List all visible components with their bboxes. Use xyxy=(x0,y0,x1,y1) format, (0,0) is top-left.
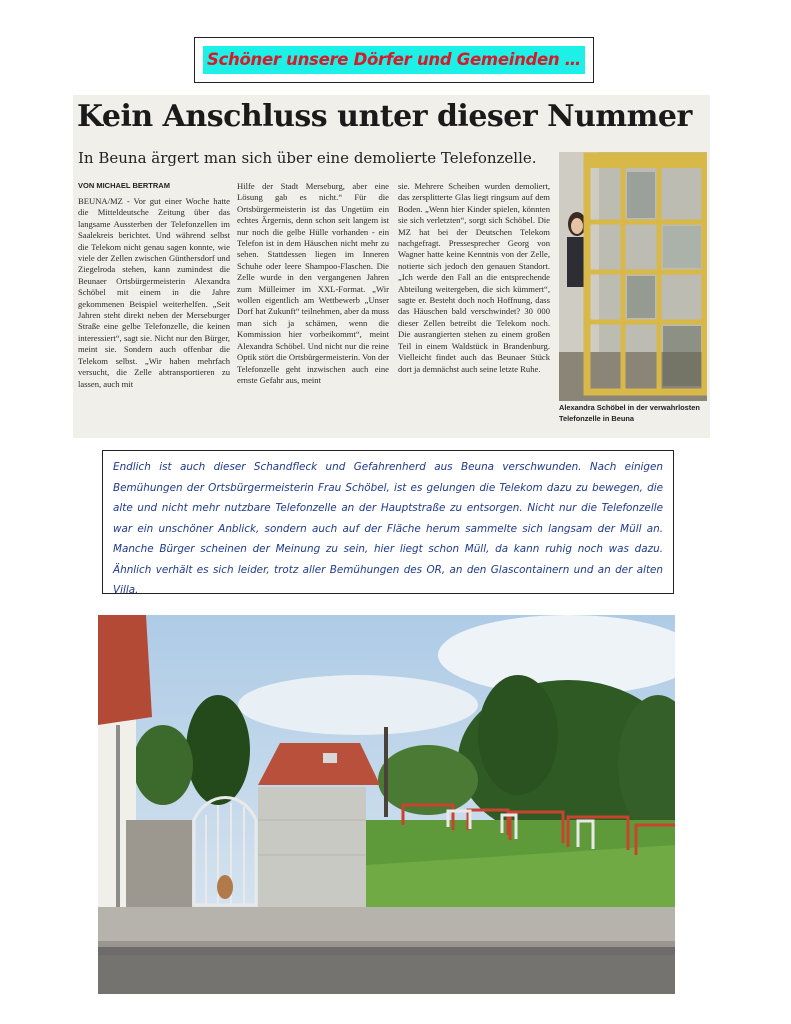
article-column-3: sie. Mehrere Scheiben wurden demoliert, das zersplitterte Glas liegt ringsum auf dem Boden. „Wenn hier Kinder spielen, könnten sie sich verletzten“, sorgt sich Schöbel. Die MZ hat bei der Deutschen Telekom nachgefragt. Pressesprecher Georg von Wagner hatte keine Kenntnis von der Zelle, notierte sich jedoch den genauen Standort. „Ich werde den Fall an die entsprechende Abteilung weitergeben, die sich kümmert“, sagte er. Besteht doch noch Hoffnung, dass das Häuschen bald verschwindet? 30 000 dieser Zellen betreibt die Telekom noch. Die ausrangierten stehen zu einem großen Teil in einem Waldstück in Brandenburg. Vielleicht findet auch das Beunaer Stück dort ja demnächst auch seine letzte Ruhe. xyxy=(398,181,550,374)
page-title-box xyxy=(194,37,594,83)
article-subheadline: In Beuna ärgert man sich über eine demolierte Telefonzelle. xyxy=(78,149,537,167)
article-column-1: BEUNA/MZ - Vor gut einer Woche hatte die Mitteldeutsche Zeitung über das langsame Aussterben der Telefonzellen im Saalekreis berichtet. Und während selbst die Telekom nicht genau sagen konnte, wie viele der Zellen zwischen Günthersdorf und Ziegelroda stehen, kann zumindest die Beunaer Ortsbürgermeisterin Alexandra Schöbel mit einem in die Jahre gekommenen Beispiel weiterhelfen. „Seit Jahren steht direkt neben der Merseburger Straße eine gelbe Telefonzelle, die keinen interessiert“, sagt sie. Nicht nur den Bürger, meint sie. Sondern auch offenbar die Telekom selbst. „Wir haben mehrfach versucht, die Zelle abtransportieren zu lassen, auch mit xyxy=(78,196,230,389)
street-photo xyxy=(98,615,675,994)
page-title: Schöner unsere Dörfer und Gemeinden … xyxy=(206,50,582,69)
article-byline: VON MICHAEL BERTRAM xyxy=(78,181,170,190)
article-headline: Kein Anschluss unter dieser Nummer xyxy=(77,99,692,134)
comment-text: Endlich ist auch dieser Schandfleck und Gefahrenherd aus Beuna verschwunden. Nach einigen Bemühungen der Ortsbürgermeisterin Frau Schöbel, ist es gelungen die Telekom dazu zu bewegen, die alte und nicht mehr nutzbare Telefonzelle an der Hauptstraße zu entsorgen. Nicht nur die Telefonzelle war ein unschöner Anblick, sondern auch auf der Fläche herum sammelte sich langsam der Müll an. Manche Bürger scheinen der Meinung zu sein, hier liegt schon Müll, da kann ruhig noch was dazu. Ähnlich verhält es sich leider, trotz aller Bemühungen des OR, an den Glascontainern und an der alten Villa. xyxy=(113,461,663,596)
comment-box xyxy=(102,450,674,594)
article-column-2: Hilfe der Stadt Merseburg, aber eine Lösung gab es nicht.“ Für die Ortsbürgermeisterin ist das Ungetüm ein echtes Ärgernis, denn schon seit langem ist nur noch die gelbe Hülle vorhanden - ein Telefon ist in dem Häuschen nicht mehr zu sehen. Stattdessen liegen im Inneren Schuhe oder leere Shampoo-Flaschen. Die Zelle wurde in den vergangenen Jahren zum Mülleimer im XXL-Format. „Wir wollen eigentlich am Wettbewerb „Unser Dorf hat Zukunft“ teilnehmen, aber da muss man sich ja schämen, wenn die Kommission hier vorbeikommt“, meint Alexandra Schöbel. Und nicht nur die reine Optik stört die Ortsbürgermeisterin. Von der Telefonzelle geht inzwischen auch eine ernste Gefahr aus, meint xyxy=(237,181,389,385)
photo-caption: Alexandra Schöbel in der verwahrlosten Telefonzelle in Beuna xyxy=(559,403,700,423)
newspaper-clipping xyxy=(73,95,710,438)
phone-booth-photo xyxy=(559,152,707,401)
